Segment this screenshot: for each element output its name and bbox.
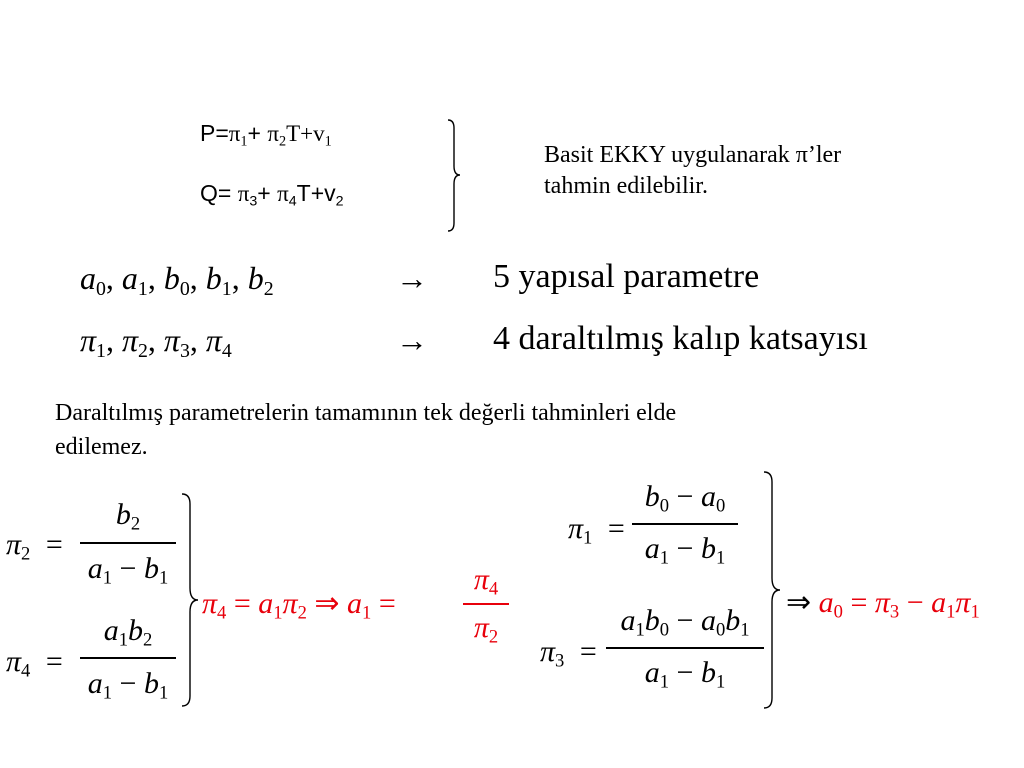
subscript: 1 xyxy=(659,547,670,569)
symbol-b: b xyxy=(700,656,716,689)
fraction-denominator xyxy=(80,667,176,704)
subscript: 1 xyxy=(240,133,248,150)
eq-p-rest: T+v xyxy=(286,121,325,146)
symbol-b: b xyxy=(143,552,159,585)
pi2-lhs xyxy=(6,528,63,565)
symbol-b: b xyxy=(128,614,143,647)
subscript: 1 xyxy=(362,602,372,624)
minus-sign: − xyxy=(112,552,144,585)
pi-symbol: π xyxy=(277,181,289,206)
pi-symbol: π xyxy=(282,587,298,620)
pi-symbol: π xyxy=(202,587,218,620)
symbol-b: b xyxy=(700,532,716,565)
implies-arrow-icon: ⇒ xyxy=(306,587,348,620)
symbol-b: b xyxy=(163,260,180,296)
subscript: 3 xyxy=(249,193,258,210)
equals-sign: = xyxy=(226,587,259,620)
symbol-a: a xyxy=(87,667,103,700)
minus-sign: − xyxy=(669,656,701,689)
arrow-right-icon: → xyxy=(396,260,428,296)
pi-symbol: π xyxy=(228,121,241,146)
subscript: 4 xyxy=(217,602,227,624)
symbol-a: a xyxy=(931,586,947,619)
fraction-denominator xyxy=(463,611,509,648)
pi-symbol: π xyxy=(6,645,22,678)
symbol-a: a xyxy=(700,480,716,513)
subscript: 3 xyxy=(555,650,565,672)
subscript: 1 xyxy=(102,567,113,589)
subscript: 0 xyxy=(96,277,106,300)
subscript: 1 xyxy=(715,671,726,693)
structural-params-row xyxy=(80,260,274,300)
right-brace-top xyxy=(446,118,464,233)
pi-symbol: π xyxy=(540,635,556,668)
symbol-a: a xyxy=(103,614,119,647)
subscript: 0 xyxy=(659,495,670,517)
pi-symbol: π xyxy=(267,121,279,146)
plus-sign: + xyxy=(247,120,268,146)
fraction-bar xyxy=(80,542,176,544)
note-line-1-end: ’ler xyxy=(807,142,842,168)
right-brace-left xyxy=(180,492,202,708)
note-line-2: tahmin edilebilir. xyxy=(544,173,708,199)
subscript: 1 xyxy=(635,619,645,641)
comma: , xyxy=(105,322,122,358)
equals-sign: = xyxy=(45,645,63,678)
pi-symbol: π xyxy=(568,512,584,545)
subscript: 2 xyxy=(137,339,148,362)
a1-derivation xyxy=(202,586,396,624)
subscript: 1 xyxy=(158,567,169,589)
fraction-bar xyxy=(80,657,176,659)
subscript: 0 xyxy=(659,619,670,641)
fraction-numerator xyxy=(80,498,176,535)
subscript: 4 xyxy=(21,660,31,682)
subscript: 1 xyxy=(118,629,128,651)
pi-symbol: π xyxy=(6,528,22,561)
pi1-lhs xyxy=(568,512,625,549)
implies-arrow-icon: ⇒ xyxy=(786,586,819,619)
fraction-denominator xyxy=(606,656,764,693)
symbol-a: a xyxy=(700,604,716,637)
subscript: 1 xyxy=(96,339,106,362)
arrow-right-icon: → xyxy=(396,322,428,358)
subscript: 1 xyxy=(715,547,726,569)
pi4-fraction xyxy=(80,614,176,714)
a0-derivation xyxy=(786,585,980,623)
subscript: 2 xyxy=(130,513,141,535)
symbol-b: b xyxy=(644,604,660,637)
symbol-b: b xyxy=(247,260,264,296)
minus-sign: − xyxy=(669,604,701,637)
note-line-1-start: Basit EKKY uygulanarak xyxy=(544,142,796,168)
equals-sign: = xyxy=(371,587,396,620)
symbol-a: a xyxy=(80,260,96,296)
structural-params-label: 5 yapısal parametre xyxy=(493,258,760,295)
pi-symbol: π xyxy=(874,586,890,619)
subscript: 1 xyxy=(659,671,670,693)
pi-symbol: π xyxy=(795,142,808,168)
plus-sign: + xyxy=(257,180,278,206)
symbol-a: a xyxy=(121,260,138,296)
eq-p-lhs: P= xyxy=(200,120,229,146)
right-brace-right xyxy=(762,470,784,710)
equals-sign: = xyxy=(45,528,63,561)
minus-sign: − xyxy=(669,532,701,565)
pi-symbol: π xyxy=(473,563,489,596)
subscript: 4 xyxy=(221,339,232,362)
fraction-numerator xyxy=(463,563,509,600)
comma: , xyxy=(231,260,248,296)
subscript: 2 xyxy=(335,193,344,210)
pi-symbol: π xyxy=(80,322,97,358)
subscript: 1 xyxy=(946,601,956,623)
subscript: 2 xyxy=(488,626,499,648)
symbol-a: a xyxy=(87,552,103,585)
minus-sign: − xyxy=(899,586,932,619)
statement-line-1: Daraltılmış parametrelerin tamamının tek değerli tahminleri elde xyxy=(55,400,677,426)
comma: , xyxy=(147,260,164,296)
subscript: 1 xyxy=(221,277,232,300)
symbol-a: a xyxy=(258,587,274,620)
pi-symbol: π xyxy=(205,322,222,358)
pi-symbol: π xyxy=(473,611,489,644)
subscript: 3 xyxy=(889,601,900,623)
subscript: 2 xyxy=(278,133,287,150)
symbol-b: b xyxy=(115,498,131,531)
symbol-a: a xyxy=(818,586,834,619)
fraction-denominator xyxy=(80,552,176,589)
comma: , xyxy=(189,260,206,296)
minus-sign: − xyxy=(112,667,144,700)
comma: , xyxy=(189,322,206,358)
equals-sign: = xyxy=(579,635,597,668)
symbol-b: b xyxy=(725,604,741,637)
equation-q xyxy=(200,180,344,210)
note-text xyxy=(544,140,841,202)
a1-fraction xyxy=(463,563,509,658)
subscript: 1 xyxy=(970,601,980,623)
eq-q-rest: T+v xyxy=(296,180,336,206)
pi3-lhs xyxy=(540,635,597,672)
subscript: 0 xyxy=(833,601,843,623)
statement-text xyxy=(55,396,676,464)
equals-sign: = xyxy=(842,586,875,619)
symbol-b: b xyxy=(644,480,660,513)
pi-symbol: π xyxy=(163,322,180,358)
fraction-numerator xyxy=(606,604,764,641)
fraction-numerator xyxy=(632,480,738,517)
subscript: 1 xyxy=(740,619,750,641)
symbol-a: a xyxy=(347,587,363,620)
subscript: 2 xyxy=(263,277,274,300)
pi-symbol: π xyxy=(237,181,250,206)
subscript: 1 xyxy=(158,682,169,704)
statement-line-2: edilemez. xyxy=(55,434,148,460)
subscript: 4 xyxy=(288,193,297,210)
eq-q-lhs: Q= xyxy=(200,180,238,206)
equals-sign: = xyxy=(607,512,625,545)
subscript: 1 xyxy=(583,527,593,549)
subscript: 1 xyxy=(137,277,148,300)
subscript: 0 xyxy=(715,495,726,517)
reduced-form-row xyxy=(80,322,232,362)
subscript: 2 xyxy=(297,602,307,624)
comma: , xyxy=(147,322,164,358)
reduced-form-label: 4 daraltılmış kalıp katsayısı xyxy=(493,320,868,357)
fraction-bar xyxy=(632,523,738,525)
subscript: 1 xyxy=(324,133,332,150)
subscript: 3 xyxy=(179,339,190,362)
symbol-a: a xyxy=(620,604,636,637)
fraction-denominator xyxy=(632,532,738,569)
pi1-fraction xyxy=(632,480,738,580)
subscript: 1 xyxy=(273,602,283,624)
subscript: 0 xyxy=(715,619,726,641)
subscript: 2 xyxy=(143,629,153,651)
symbol-b: b xyxy=(143,667,159,700)
minus-sign: − xyxy=(669,480,701,513)
pi-symbol: π xyxy=(121,322,138,358)
pi-symbol: π xyxy=(955,586,971,619)
symbol-b: b xyxy=(205,260,222,296)
subscript: 0 xyxy=(179,277,190,300)
subscript: 2 xyxy=(21,543,31,565)
subscript: 4 xyxy=(488,578,499,600)
pi4-lhs xyxy=(6,645,63,682)
symbol-a: a xyxy=(644,656,660,689)
fraction-bar xyxy=(463,603,509,605)
comma: , xyxy=(105,260,122,296)
subscript: 1 xyxy=(102,682,113,704)
fraction-numerator xyxy=(80,614,176,651)
symbol-a: a xyxy=(644,532,660,565)
note-line-1 xyxy=(544,140,841,171)
equation-p xyxy=(200,120,332,150)
pi3-fraction xyxy=(606,604,764,704)
fraction-bar xyxy=(606,647,764,649)
pi2-fraction xyxy=(80,498,176,598)
